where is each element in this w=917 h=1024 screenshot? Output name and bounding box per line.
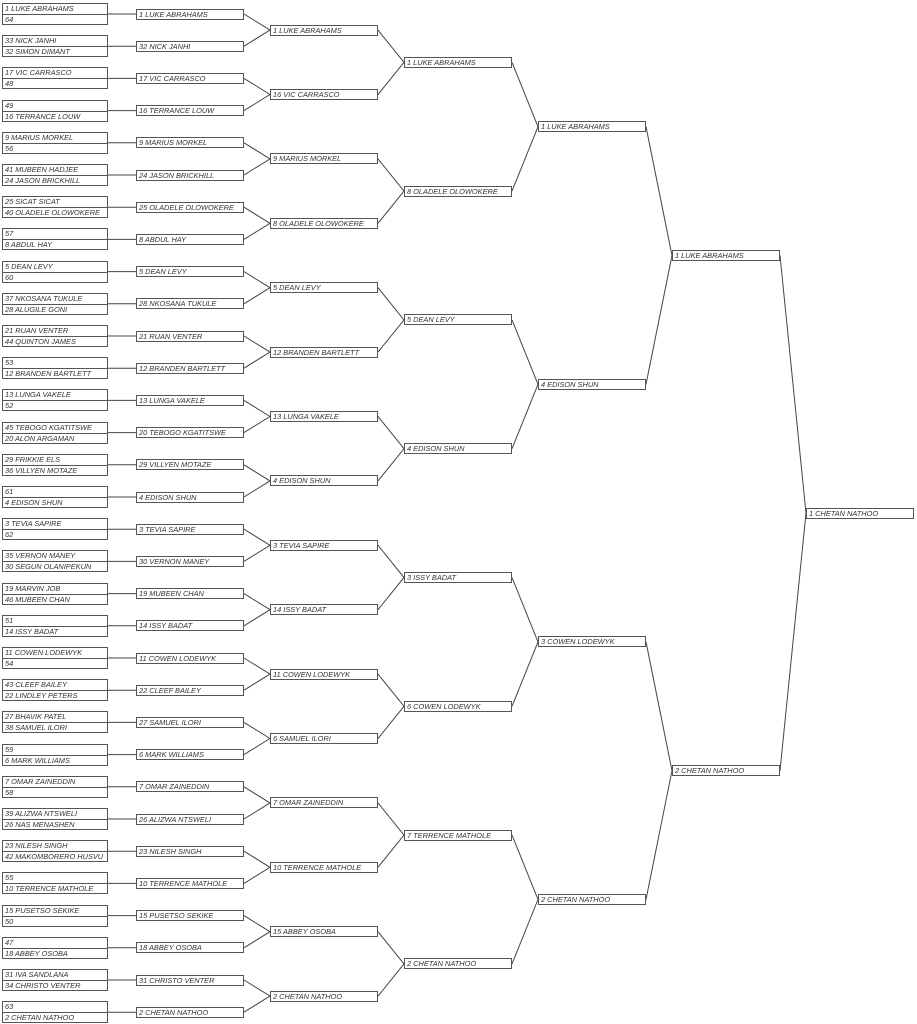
round1-slot: 46 MUBEEN CHAN (5, 594, 70, 604)
round5-entry: 3 COWEN LODEWYK (538, 636, 646, 647)
round2-entry: 14 ISSY BADAT (136, 620, 244, 631)
round2-entry: 23 NILESH SINGH (136, 846, 244, 857)
round2-entry: 22 CLEEF BAILEY (136, 685, 244, 696)
round1-match (2, 389, 108, 411)
round2-entry: 30 VERNON MANEY (136, 556, 244, 567)
round3-entry: 15 ABBEY OSOBA (270, 926, 378, 937)
connector-line (244, 352, 270, 368)
round1-match (2, 454, 108, 476)
connector-line (244, 916, 270, 932)
round1-slot: 56 (5, 143, 14, 153)
round1-slot: 47 (3, 938, 107, 949)
connector-line (244, 545, 270, 561)
round1-slot: 16 TERRANCE LOUW (5, 111, 81, 121)
round1-match (2, 486, 108, 508)
round3-entry: 14 ISSY BADAT (270, 604, 378, 615)
round3-entry: 10 TERRENCE MATHOLE (270, 862, 378, 873)
round1-slot: 5 DEAN LEVY (3, 262, 107, 273)
round1-match (2, 840, 108, 862)
round1-slot: 57 (3, 229, 107, 240)
round1-slot: 34 CHRISTO VENTER (5, 981, 81, 990)
round1-match (2, 35, 108, 57)
round2-entry: 29 VILLYEN MOTAZE (136, 459, 244, 470)
round1-slot: 21 RUAN VENTER (3, 326, 107, 337)
round1-slot: 40 OLADELE OLOWOKERE (5, 208, 100, 218)
round2-entry: 11 COWEN LODEWYK (136, 653, 244, 664)
connector-line (512, 642, 538, 706)
round1-match (2, 808, 108, 830)
connector-line (244, 803, 270, 819)
round1-slot: 54 (5, 659, 14, 668)
round2-entry: 32 NICK JANHI (136, 41, 244, 52)
round2-entry: 18 ABBEY OSOBA (136, 942, 244, 953)
connector-line (512, 62, 538, 126)
connector-line (244, 272, 270, 288)
round3-entry: 6 SAMUEL ILORI (270, 733, 378, 744)
round1-slot: 19 MARVIN JOB (3, 584, 107, 595)
round1-slot: 60 (5, 272, 14, 282)
connector-line (244, 417, 270, 433)
round1-slot: 62 (5, 530, 14, 540)
round2-entry: 25 OLADELE OLOWOKERE (136, 202, 244, 213)
round1-match (2, 422, 108, 444)
connector-line (244, 610, 270, 626)
round3-entry: 2 CHETAN NATHOO (270, 991, 378, 1002)
connector-line (378, 191, 404, 223)
round6-entry: 1 LUKE ABRAHAMS (672, 250, 780, 261)
round1-match (2, 679, 108, 701)
round3-entry: 16 VIC CARRASCO (270, 89, 378, 100)
round1-slot: 4 EDISON SHUN (5, 498, 63, 507)
round1-slot: 12 BRANDEN BARTLETT (5, 369, 92, 379)
connector-line (244, 739, 270, 755)
connector-line (378, 932, 404, 964)
round2-entry: 17 VIC CARRASCO (136, 73, 244, 84)
champion-entry: 1 CHETAN NATHOO (806, 508, 914, 519)
connector-line (378, 62, 404, 94)
round1-match (2, 1001, 108, 1023)
round2-entry: 21 RUAN VENTER (136, 331, 244, 342)
round1-slot: 24 JASON BRICKHILL (5, 176, 81, 185)
connector-line (244, 78, 270, 94)
connector-line (244, 14, 270, 30)
connector-line (244, 30, 270, 46)
round1-match (2, 518, 108, 540)
round2-entry: 4 EDISON SHUN (136, 492, 244, 503)
connector-line (378, 288, 404, 320)
round2-entry: 10 TERRENCE MATHOLE (136, 878, 244, 889)
round1-slot: 49 (3, 101, 107, 112)
connector-line (512, 900, 538, 964)
round1-slot: 52 (5, 401, 14, 411)
connector-line (244, 336, 270, 352)
connector-line (378, 706, 404, 738)
connector-line (244, 658, 270, 674)
connector-line (244, 481, 270, 497)
round3-entry: 1 LUKE ABRAHAMS (270, 25, 378, 36)
round1-slot: 18 ABBEY OSOBA (5, 948, 68, 958)
round1-match (2, 3, 108, 25)
round2-entry: 9 MARIUS MORKEL (136, 137, 244, 148)
connector-line (378, 545, 404, 577)
connector-line (512, 127, 538, 191)
round1-slot: 13 LUNGA VAKELE (3, 390, 107, 401)
connector-line (512, 384, 538, 448)
round1-match (2, 100, 108, 122)
round1-slot: 10 TERRENCE MATHOLE (5, 884, 94, 894)
round1-slot: 61 (3, 487, 107, 498)
round1-slot: 55 (3, 873, 107, 884)
round3-entry: 13 LUNGA VAKELE (270, 411, 378, 422)
round1-match (2, 261, 108, 283)
round3-entry: 7 OMAR ZAINEDDIN (270, 797, 378, 808)
round3-entry: 12 BRANDEN BARTLETT (270, 347, 378, 358)
connector-line (378, 578, 404, 610)
connector-line (244, 143, 270, 159)
connector-line (244, 223, 270, 239)
connector-line (244, 932, 270, 948)
round5-entry: 1 LUKE ABRAHAMS (538, 121, 646, 132)
round2-entry: 8 ABDUL HAY (136, 234, 244, 245)
round1-slot: 44 QUINTON JAMES (5, 337, 76, 346)
round1-match (2, 132, 108, 154)
round1-match (2, 744, 108, 766)
round4-entry: 4 EDISON SHUN (404, 443, 512, 454)
round1-slot: 8 ABDUL HAY (5, 240, 53, 250)
connector-line (378, 449, 404, 481)
round1-slot: 14 ISSY BADAT (5, 626, 59, 636)
round1-slot: 9 MARIUS MORKEL (3, 133, 107, 144)
round4-entry: 2 CHETAN NATHOO (404, 958, 512, 969)
round2-entry: 19 MUBEEN CHAN (136, 588, 244, 599)
round1-slot: 32 SIMON DIMANT (5, 47, 70, 57)
round1-slot: 48 (5, 79, 14, 89)
round5-entry: 4 EDISON SHUN (538, 379, 646, 390)
round1-slot: 64 (5, 15, 14, 24)
connector-line (646, 771, 672, 900)
round2-entry: 31 CHRISTO VENTER (136, 975, 244, 986)
round1-slot: 41 MUBEEN HADJEE (3, 165, 107, 176)
connector-line (378, 803, 404, 835)
round3-entry: 4 EDISON SHUN (270, 475, 378, 486)
round1-match (2, 872, 108, 894)
round2-entry: 3 TEVIA SAPIRE (136, 524, 244, 535)
round2-entry: 1 LUKE ABRAHAMS (136, 9, 244, 20)
round1-match (2, 969, 108, 991)
connector-line (378, 674, 404, 706)
connector-line (780, 513, 806, 771)
round1-slot: 53 (3, 358, 107, 369)
connector-line (244, 594, 270, 610)
connector-line (244, 159, 270, 175)
round1-slot: 6 MARK WILLIAMS (5, 755, 70, 765)
round1-match (2, 228, 108, 250)
round3-entry: 8 OLADELE OLOWOKERE (270, 218, 378, 229)
connector-line (244, 996, 270, 1012)
round1-slot: 43 CLEEF BAILEY (3, 680, 107, 691)
connector-line (646, 127, 672, 256)
connector-line (512, 835, 538, 899)
round1-slot: 35 VERNON MANEY (3, 551, 107, 562)
connector-line (244, 867, 270, 883)
round2-entry: 12 BRANDEN BARTLETT (136, 363, 244, 374)
connector-line (244, 674, 270, 690)
round2-entry: 20 TEBOGO KGATITSWE (136, 427, 244, 438)
round1-match (2, 357, 108, 379)
round2-entry: 27 SAMUEL ILORI (136, 717, 244, 728)
round4-entry: 5 DEAN LEVY (404, 314, 512, 325)
round1-slot: 15 PUSETSO SEKIKE (3, 906, 107, 917)
round2-entry: 28 NKOSANA TUKULE (136, 298, 244, 309)
round1-slot: 39 ALIZWA NTSWELI (3, 809, 107, 820)
round1-slot: 51 (3, 616, 107, 627)
round1-slot: 29 FRIKKIE ELS (3, 455, 107, 466)
connector-line (780, 256, 806, 514)
round2-entry: 16 TERRANCE LOUW (136, 105, 244, 116)
round1-slot: 3 TEVIA SAPIRE (3, 519, 107, 530)
round2-entry: 26 ALIZWA NTSWELI (136, 814, 244, 825)
round5-entry: 2 CHETAN NATHOO (538, 894, 646, 905)
connector-line (244, 722, 270, 738)
connector-line (244, 95, 270, 111)
round1-match (2, 905, 108, 927)
round1-slot: 45 TEBOGO KGATITSWE (3, 423, 107, 434)
connector-line (378, 159, 404, 191)
round2-entry: 5 DEAN LEVY (136, 266, 244, 277)
round3-entry: 11 COWEN LODEWYK (270, 669, 378, 680)
round1-slot: 20 ALON ARGAMAN (5, 433, 75, 443)
round1-slot: 59 (3, 745, 107, 756)
round1-match (2, 647, 108, 669)
round1-slot: 31 IVA SANDLANA (3, 970, 107, 981)
round1-match (2, 196, 108, 218)
round1-match (2, 776, 108, 798)
round1-slot: 36 VILLYEN MOTAZE (5, 465, 78, 475)
round1-match (2, 615, 108, 637)
connector-line (646, 256, 672, 385)
round1-slot: 38 SAMUEL ILORI (5, 723, 67, 733)
connector-line (244, 400, 270, 416)
round1-slot: 63 (3, 1002, 107, 1013)
round1-slot: 42 MAKOMBORERO HUSVU (5, 852, 104, 862)
round1-slot: 50 (5, 916, 14, 926)
round3-entry: 5 DEAN LEVY (270, 282, 378, 293)
round2-entry: 15 PUSETSO SEKIKE (136, 910, 244, 921)
round1-slot: 1 LUKE ABRAHAMS (3, 4, 107, 15)
round1-slot: 27 BHAVIK PATEL (3, 712, 107, 723)
connector-line (378, 320, 404, 352)
round1-slot: 11 COWEN LODEWYK (3, 648, 107, 659)
round2-entry: 7 OMAR ZAINEDDIN (136, 781, 244, 792)
round1-match (2, 325, 108, 347)
round1-slot: 22 LINDLEY PETERS (5, 691, 78, 701)
round4-entry: 8 OLADELE OLOWOKERE (404, 186, 512, 197)
connector-line (378, 417, 404, 449)
round1-slot: 2 CHETAN NATHOO (5, 1013, 75, 1023)
round2-entry: 6 MARK WILLIAMS (136, 749, 244, 760)
round1-slot: 33 NICK JANHI (3, 36, 107, 47)
connector-line (378, 964, 404, 996)
round1-slot: 17 VIC CARRASCO (3, 68, 107, 79)
round2-entry: 13 LUNGA VAKELE (136, 395, 244, 406)
round1-slot: 7 OMAR ZAINEDDIN (3, 777, 107, 788)
round1-slot: 25 SICAT SICAT (3, 197, 107, 208)
round1-slot: 26 NAS MENASHEN (5, 820, 75, 829)
round2-entry: 2 CHETAN NATHOO (136, 1007, 244, 1018)
round1-slot: 58 (5, 787, 14, 797)
round2-entry: 24 JASON BRICKHILL (136, 170, 244, 181)
round3-entry: 3 TEVIA SAPIRE (270, 540, 378, 551)
connector-line (244, 529, 270, 545)
round4-entry: 1 LUKE ABRAHAMS (404, 57, 512, 68)
connector-line (378, 835, 404, 867)
connector-line (244, 288, 270, 304)
round1-match (2, 937, 108, 959)
round1-match (2, 550, 108, 572)
round1-match (2, 164, 108, 186)
round4-entry: 7 TERRENCE MATHOLE (404, 830, 512, 841)
round4-entry: 6 COWEN LODEWYK (404, 701, 512, 712)
round4-entry: 3 ISSY BADAT (404, 572, 512, 583)
connector-line (646, 642, 672, 771)
round1-match (2, 711, 108, 733)
round1-slot: 28 ALUGILE GONI (5, 304, 68, 314)
round1-match (2, 67, 108, 89)
connector-line (244, 787, 270, 803)
round6-entry: 2 CHETAN NATHOO (672, 765, 780, 776)
connector-line (244, 207, 270, 223)
connector-line (512, 320, 538, 384)
connector-line (378, 30, 404, 62)
round1-slot: 37 NKOSANA TUKULE (3, 294, 107, 305)
round3-entry: 9 MARIUS MORKEL (270, 153, 378, 164)
round1-match (2, 583, 108, 605)
connector-line (512, 578, 538, 642)
connector-line (244, 465, 270, 481)
connector-line (244, 980, 270, 996)
round1-slot: 30 SEGUN OLANIPEKUN (5, 562, 92, 572)
connector-line (244, 851, 270, 867)
round1-match (2, 293, 108, 315)
round1-slot: 23 NILESH SINGH (3, 841, 107, 852)
